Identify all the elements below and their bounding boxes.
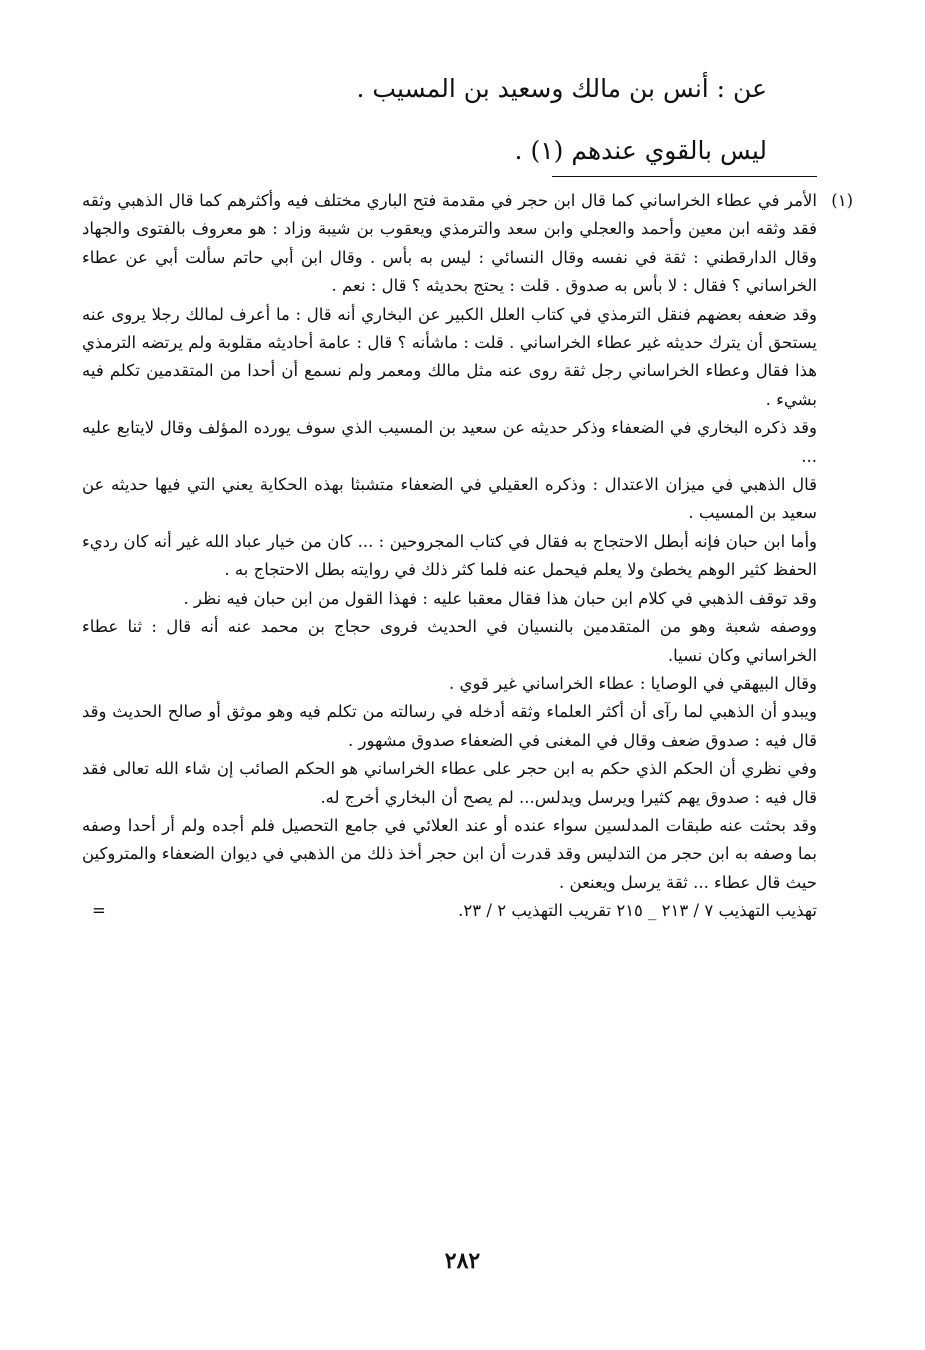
footnotes xyxy=(82,187,853,926)
footnote-paragraph-6: وقد توقف الذهبي في كلام ابن حبان هذا فقال معقبا عليه : فهذا القول من ابن حبان فيه نظر . xyxy=(183,588,817,608)
footnote-paragraph-5: وأما ابن حبان فإنه أبطل الاحتجاج به فقال في كتاب المجروحين : ... كان من خيار عباد الله غير أنه كان رديء الحفظ كثير الوهم يخطئ ولا يعلم فيحمل عنه فلما كثر ذلك في روايته بطل الاحتجاج به . xyxy=(82,531,817,580)
footnote-paragraph-10: وفي نظري أن الحكم الذي حكم به ابن حجر على عطاء الخراساني هو الحكم الصائب إن شاء الله تعالى فقد قال فيه : صدوق يهم كثيرا ويرسل ويدلس... لم يصح أن البخاري أخرج له. xyxy=(82,759,817,807)
footnote-paragraph-4: قال الذهبي في ميزان الاعتدال : وذكره العقيلي في الضعفاء متشبثا بهذه الحكاية يعني التي فيها حديثه عن سعيد بن المسيب . xyxy=(82,475,817,523)
footnote-paragraph-2: وقد ضعفه بعضهم فنقل الترمذي في كتاب العلل الكبير عن البخاري أنه قال : ما أعرف لمالك رجلا يروى عنه يستحق أن يترك حديثه غير عطاء الخراساني . قلت : ماشأنه ؟ قال : عامة أحاديثه مقلوبة ولم يرتضه الترمذي هذا فقال وعطاء الخراساني رجل ثقة روى عنه مثل مالك ومعمر ولم نسمع أن أحدا من المتقدمين تكلم فيه بشيء . xyxy=(82,304,817,409)
footnote-paragraph-1-text: الأمر في عطاء الخراساني كما قال ابن حجر في مقدمة فتح الباري مختلف فيه وأكثرهم كما قال الذهبي وثقه فقد وثقه ابن معين وأحمد والعجلي وابن سعد والترمذي ويعقوب بن شيبة وزاد : هو معروف بالفتوى والجهاد وقال الدارقطني : ثقة في نفسه وقال النسائي : ليس به بأس . وقال ابن أبي حاتم سألت أبي عن عطاء الخراساني ؟ فقال : لا بأس به صدوق . قلت : يحتج بحديثه ؟ قال : نعم . xyxy=(82,191,817,296)
footnote-paragraph-8: وقال البيهقي في الوصايا : عطاء الخراساني غير قوي . xyxy=(449,673,817,693)
footnote-paragraph-11: وقد بحثت عنه طبقات المدلسين سواء عنده أو عند العلائي في جامع التحصيل فلم أجده ولم أر أحدا وصفه بما وصفه به ابن حجر من التدليس وقد قدرت أن ابن حجر أخذ ذلك من الذهبي في ديوان الضعفاء والمتروكين حيث قال عطاء ... ثقة يرسل ويعنعن . xyxy=(82,815,817,892)
footnote-source-line xyxy=(82,897,817,925)
continuation-mark: = xyxy=(92,901,106,921)
footnote-paragraph-3: وقد ذكره البخاري في الضعفاء وذكر حديثه عن سعيد بن المسيب الذي سوف يورده المؤلف وقال لايتابع عليه ... xyxy=(82,418,817,466)
footnote-separator xyxy=(552,176,817,177)
main-text-line-2: ليس بالقوي عندهم (١) . xyxy=(514,136,767,165)
main-text xyxy=(207,58,767,182)
footnote-marker: (١) xyxy=(831,191,853,210)
main-text-line-1: عن : أنس بن مالك وسعيد بن المسيب . xyxy=(356,74,767,103)
page-number: ٢٨٢ xyxy=(444,1248,481,1274)
footnote-paragraph-1 xyxy=(82,187,853,301)
footnote-paragraph-7: ووصفه شعبة وهو من المتقدمين بالنسيان في الحديث فروى حجاج بن محمد عنه أنه قال : ثنا عطاء الخراساني وكان نسيا. xyxy=(82,617,817,665)
footnote-paragraph-9: ويبدو أن الذهبي لما رآى أن أكثر العلماء وثقه أدخله في رسالته من تكلم فيه وهو موثق أو صالح الحديث وقد قال فيه : صدوق ضعف وقال في المغنى في الضعفاء صدوق مشهور . xyxy=(82,702,817,750)
footnote-source-text: تهذيب التهذيب ٧ / ٢١٣ _ ٢١٥ تقريب التهذيب ٢ / ٢٣. xyxy=(458,901,817,921)
